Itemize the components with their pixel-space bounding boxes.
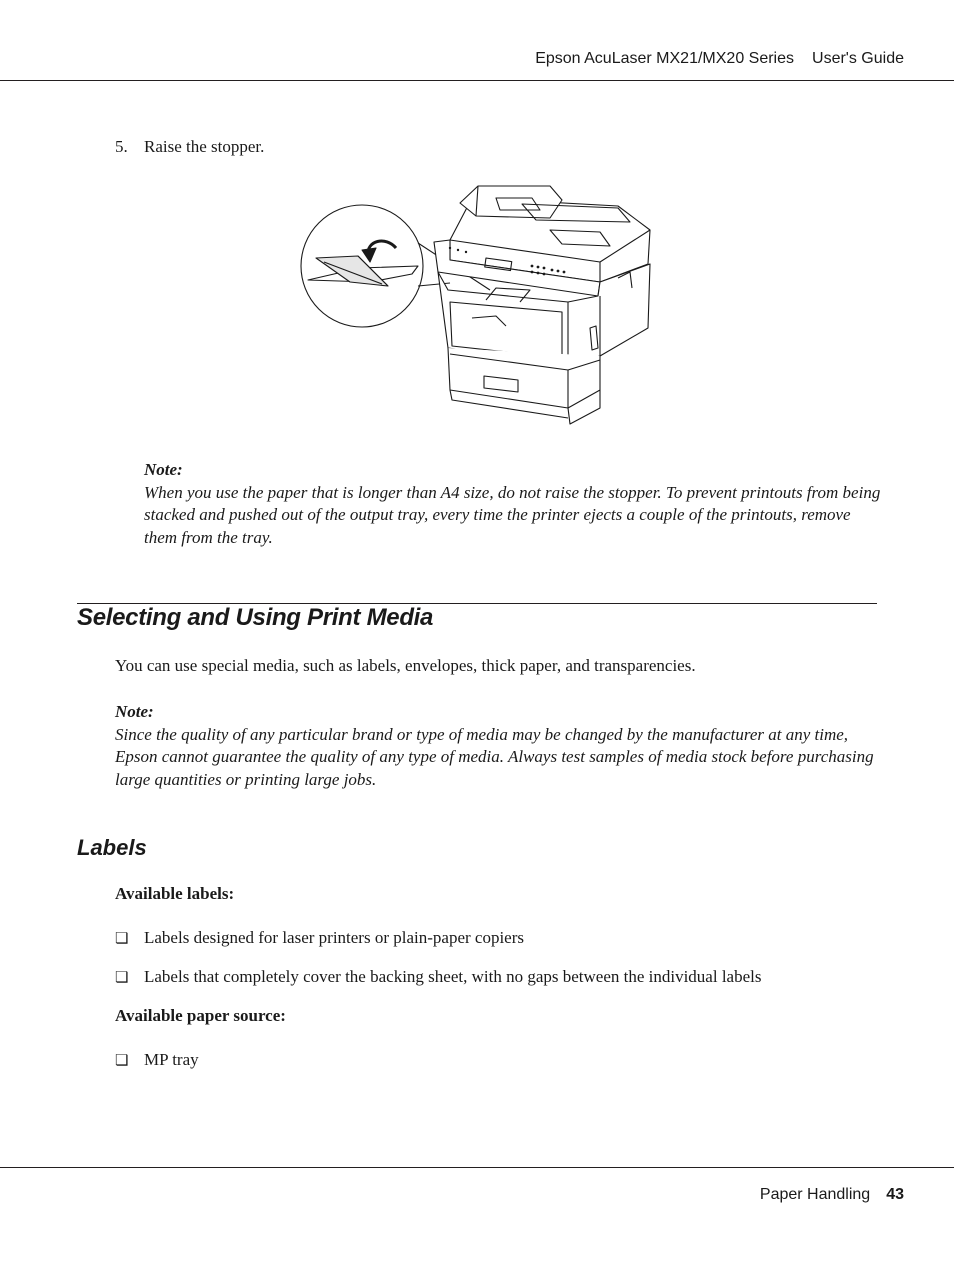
footer-rule bbox=[0, 1167, 954, 1168]
list-item-text: MP tray bbox=[144, 1050, 199, 1069]
checkbox-bullet-icon: ❏ bbox=[115, 931, 129, 947]
list-item bbox=[115, 967, 761, 987]
step-text: Raise the stopper. bbox=[144, 137, 265, 156]
printer-stopper-illustration bbox=[300, 178, 660, 430]
page-number: 43 bbox=[886, 1186, 904, 1203]
note-label: Note: bbox=[144, 460, 183, 479]
checkbox-bullet-icon: ❏ bbox=[115, 970, 129, 986]
list-item bbox=[115, 1050, 199, 1070]
note-stopper bbox=[144, 459, 884, 549]
list-item-text: Labels designed for laser printers or plain-paper copiers bbox=[144, 928, 524, 947]
list-item bbox=[115, 928, 524, 948]
running-footer bbox=[760, 1186, 904, 1204]
header-guide: User's Guide bbox=[812, 50, 904, 67]
available-labels-heading: Available labels: bbox=[115, 884, 235, 903]
subsection-title: Labels bbox=[77, 835, 147, 860]
note-text: Since the quality of any particular brand or type of media may be changed by the manufacturer at any time, Epson cannot guarantee the quality of any type of media. Always test samples of media stock before purchasing large quantities or printing large jobs. bbox=[115, 724, 874, 789]
checkbox-bullet-icon: ❏ bbox=[115, 1053, 129, 1069]
section-intro: You can use special media, such as labels, envelopes, thick paper, and transparencies. bbox=[115, 656, 696, 675]
header-product: Epson AcuLaser MX21/MX20 Series bbox=[535, 50, 795, 67]
note-media-quality bbox=[115, 701, 881, 791]
step-number: 5. bbox=[115, 137, 128, 156]
header-rule bbox=[0, 80, 954, 81]
section-title: Selecting and Using Print Media bbox=[77, 604, 434, 631]
note-label: Note: bbox=[115, 702, 154, 721]
running-header bbox=[535, 50, 904, 68]
step-5 bbox=[115, 137, 264, 157]
footer-section: Paper Handling bbox=[759, 1186, 871, 1203]
paper-source-heading: Available paper source: bbox=[115, 1006, 286, 1025]
note-text: When you use the paper that is longer than A4 size, do not raise the stopper. To prevent printouts from being stacked and pushed out of the output tray, every time the printer ejects a couple of the printouts, remove them from the tray. bbox=[144, 482, 881, 547]
list-item-text: Labels that completely cover the backing sheet, with no gaps between the individual labels bbox=[144, 967, 762, 986]
